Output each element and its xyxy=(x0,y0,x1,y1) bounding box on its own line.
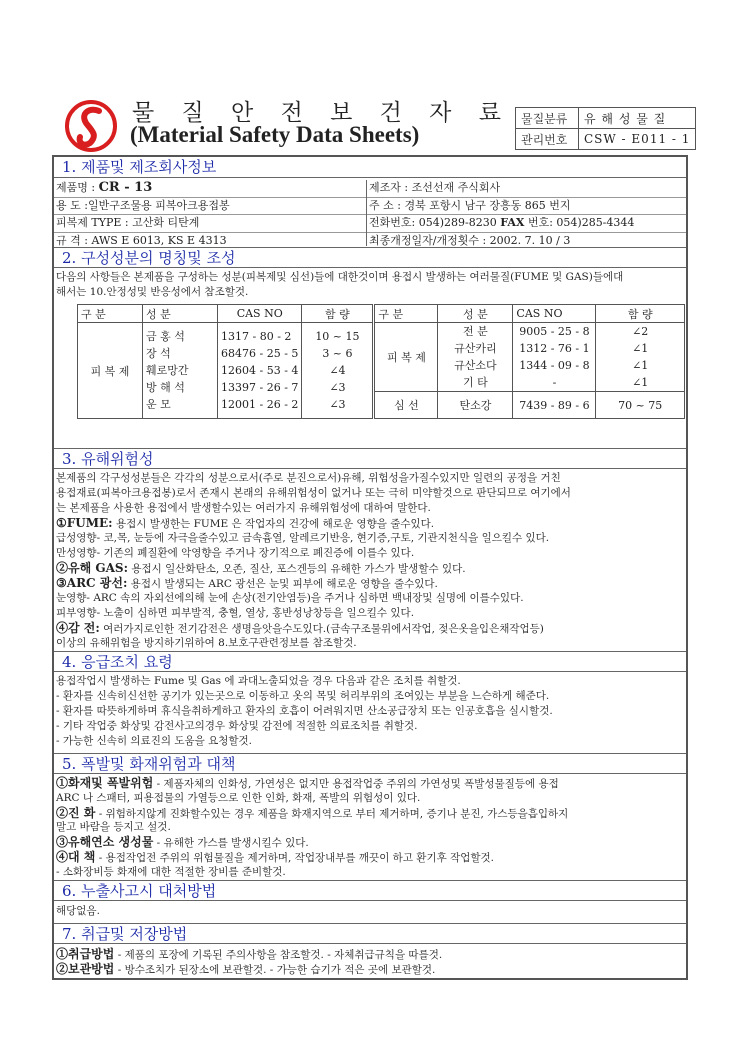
product-name: CR - 13 xyxy=(98,180,153,195)
col-header: 함 량 xyxy=(302,305,374,323)
item-text: 급성영향- 코,목, 눈등에 자극을줄수있고 금속흄열, 알레르기반응, 현기증,구토, 기관지천식을 일으킬수 있다. xyxy=(56,532,550,544)
cas-number: 1344 - 09 - 8 xyxy=(519,359,590,372)
item-text: - 유해한 가스를 발생시킬수 있다. xyxy=(153,837,309,850)
section-5-heading xyxy=(54,753,686,774)
item-text: 용접재료(피복아크용접봉)로서 존재시 본래의 유해위험성이 없거나 또는 극히 미약할것으로 판단되므로 여기에서 xyxy=(56,487,571,499)
text-line: 다음의 사항들은 본제품을 구성하는 성분(피복제및 심선)들에 대한것이며 용접시 발생하는 여러물질(FUME 및 GAS)들에대 xyxy=(56,271,624,283)
col-header: 함 량 xyxy=(596,305,685,323)
cas-number: 68476 - 25 - 5 xyxy=(221,347,299,360)
component-name: 규산소다 xyxy=(454,359,497,372)
composition-table xyxy=(77,304,685,419)
group-label: 피 복 제 xyxy=(78,323,143,419)
item-text: 여러가지로인한 전기감전은 생명을앗을수도있다.(금속구조물위에서작업, 젖은옷을입은채작업등) xyxy=(99,623,544,635)
text-line: - 가능한 신속히 의료진의 도움을 요청할것. xyxy=(56,735,253,747)
component-name: 규산카리 xyxy=(454,342,497,355)
col-header: CAS NO xyxy=(218,305,302,323)
amount: ∠4 xyxy=(329,364,346,377)
text-line xyxy=(56,791,420,806)
item-text: ARC 나 스패터, 피용접물의 가열등으로 인한 인화, 화재, 폭발의 위험성이 있다. xyxy=(56,791,421,804)
amount: ∠1 xyxy=(632,359,649,372)
info-value: 경북 포항시 남구 장흥동 865 번지 xyxy=(404,198,571,212)
info-key: 최종개정일자/개정횟수 : xyxy=(369,233,490,247)
text-line xyxy=(56,636,357,651)
meta-row xyxy=(516,129,696,150)
text-line: - 환자를 신속히신선한 공기가 있는곳으로 이동하고 옷의 목및 허리부위의 조여있는 부분을 느슨하게 해준다. xyxy=(56,690,550,702)
cas-number: 13397 - 26 - 7 xyxy=(221,381,299,394)
info-key: 규 격 : xyxy=(56,233,92,247)
meta-value: 유 해 성 물 질 xyxy=(579,108,696,129)
cas-number: - xyxy=(552,376,557,389)
component-names xyxy=(438,323,513,392)
cas-number: 9005 - 25 - 8 xyxy=(519,325,590,338)
text-line: 해서는 10.안정성및 반응성에서 참조할것. xyxy=(56,286,249,298)
company-logo xyxy=(64,99,118,153)
info-key: 용 도 : xyxy=(56,198,88,212)
text-line xyxy=(56,962,435,978)
table-row xyxy=(78,323,685,392)
item-label: ④대 책 xyxy=(56,850,96,864)
text-line xyxy=(56,835,309,851)
item-text: - 용접작업전 주위의 위험물질을 제거하며, 작업장내부를 깨끗이 하고 환기후 작업할것. xyxy=(95,852,494,864)
info-key: 피복제 TYPE : xyxy=(56,216,133,229)
text-line xyxy=(56,576,438,592)
section-title: 7. 취급및 저장방법 xyxy=(62,925,188,943)
meta-value: CSW - E011 - 1 xyxy=(579,129,696,150)
text-line xyxy=(56,947,442,963)
group-label: 심 선 xyxy=(374,392,438,419)
item-text: 만성영향- 기존의 폐질환에 악영향을 주거나 장기적으로 폐진증에 이를수 있다. xyxy=(56,547,415,559)
text-line xyxy=(56,850,494,866)
info-key: 주 소 : xyxy=(369,198,405,212)
item-text: 피부영향- 노출이 심하면 피부발적, 충혈, 열상, 홍반성낭창등을 일으킬수 있다. xyxy=(56,607,415,619)
text-line xyxy=(56,546,414,561)
col-header: 성 분 xyxy=(438,305,513,323)
component-name: 전 분 xyxy=(463,325,488,338)
phone: 054)289-8230 xyxy=(418,216,501,229)
item-text: 말고 바람을 등지고 설것. xyxy=(56,821,171,834)
amount: 3 ~ 6 xyxy=(322,347,353,360)
table-header-row xyxy=(78,305,685,323)
info-row xyxy=(367,180,686,198)
item-label: ③ARC 광선: xyxy=(56,576,128,590)
title-korean: 물 질 안 전 보 건 자 료 xyxy=(132,100,511,126)
title-english: (Material Safety Data Sheets) xyxy=(130,122,420,147)
meta-table xyxy=(515,107,696,150)
text-line xyxy=(56,486,571,501)
meta-label: 물질분류 xyxy=(516,108,579,129)
component-name: 탄소강 xyxy=(438,392,513,419)
amounts xyxy=(596,323,685,392)
info-row xyxy=(54,180,366,198)
text-line xyxy=(56,865,286,880)
cas-number: 1317 - 80 - 2 xyxy=(221,330,292,343)
text-line xyxy=(56,820,171,835)
item-text: - 소화장비등 화재에 대한 적절한 장비를 준비할것. xyxy=(56,865,286,878)
item-label: ①취급방법 xyxy=(56,947,115,961)
text-line: 해당없음. xyxy=(56,905,100,917)
section-7-heading xyxy=(54,923,686,944)
section-3-heading xyxy=(54,448,686,469)
text-line xyxy=(56,591,524,606)
component-name: 방 해 석 xyxy=(146,381,185,394)
item-label: ④감 전: xyxy=(56,621,100,635)
meta-row xyxy=(516,108,696,129)
amounts xyxy=(302,323,374,419)
col-header: CAS NO xyxy=(513,305,596,323)
component-name: 기 타 xyxy=(463,376,488,389)
item-text: 용접시 발생한는 FUME 은 작업자의 건강에 해로운 영향을 줄수있다. xyxy=(112,518,435,530)
section-title: 6. 누출사고시 대처방법 xyxy=(62,882,217,900)
text-line xyxy=(56,776,559,792)
amount: ∠1 xyxy=(632,376,649,389)
info-key: 제품명 : xyxy=(56,181,99,194)
component-names xyxy=(143,323,218,419)
amount: 70 ~ 75 xyxy=(596,392,685,419)
text-line: - 환자를 따뜻하게하며 휴식을취하게하고 환자의 호흡이 어려워지면 산소공급장치 또는 인공호흡을 실시할것. xyxy=(56,705,553,717)
text-line xyxy=(56,516,434,532)
info-value: 일반구조물용 피복아크용접봉 xyxy=(87,198,230,212)
cas-numbers xyxy=(218,323,302,419)
info-value: 고산화 티탄계 xyxy=(132,216,200,229)
item-text: 눈영향- ARC 속의 자외선에의해 눈에 손상(전기안염등)을 주거나 심하면 백내장및 실명에 이를수있다. xyxy=(56,592,524,604)
meta-label: 관리번호 xyxy=(516,129,579,150)
section-6-heading xyxy=(54,880,686,901)
component-name: 장 석 xyxy=(146,347,171,360)
item-text: 본제품의 각구성성분들은 각각의 성분으로서(주로 분진으로서)유해, 위험성을가질수있지만 일련의 공정을 거친 xyxy=(56,472,561,484)
info-value: 2002. 7. 10 / 3 xyxy=(489,233,571,247)
info-row xyxy=(367,215,686,233)
product-info-right xyxy=(367,180,686,246)
product-info-left xyxy=(54,180,367,246)
item-text: 이상의 유해위험을 방지하기위하여 8.보호구관련정보를 참조할것. xyxy=(56,637,357,649)
cas-number: 12604 - 53 - 4 xyxy=(221,364,299,377)
text-line: 용접작업시 발생하는 Fume 및 Gas 에 과대노출되었을 경우 다음과 같은 조치를 취할것. xyxy=(56,675,461,687)
fax-number: 번호: 054)285-4344 xyxy=(524,216,635,229)
section-4-heading xyxy=(54,651,686,672)
msds-body xyxy=(52,155,688,980)
product-info xyxy=(54,180,686,246)
amount: ∠3 xyxy=(329,381,346,394)
item-text: - 위험하지않게 진화할수있는 경우 제품을 화재지역으로 부터 제거하며, 증기나 분진, 가스등을흡입하지 xyxy=(95,807,569,820)
amount: ∠3 xyxy=(329,398,346,411)
item-label: ②보관방법 xyxy=(56,962,115,976)
text-line xyxy=(56,561,466,577)
group-label: 피 복 제 xyxy=(374,323,438,392)
cas-numbers xyxy=(513,323,596,392)
info-value: 조선선재 주식회사 xyxy=(411,181,501,194)
info-row xyxy=(367,198,686,216)
cas-number: 1312 - 76 - 1 xyxy=(519,342,590,355)
item-label: ①화재및 폭발위험 xyxy=(56,776,154,790)
item-text: - 제품의 포장에 기록된 주의사항을 참조할것. - 자체취급규칙을 따를것. xyxy=(114,949,443,961)
col-header: 구 분 xyxy=(374,305,438,323)
info-key: 제조자 : xyxy=(369,181,412,194)
col-header: 성 분 xyxy=(143,305,218,323)
fax-label: FAX xyxy=(500,216,525,229)
text-line xyxy=(56,501,431,516)
component-name: 운 모 xyxy=(146,398,171,411)
amount: ∠1 xyxy=(632,342,649,355)
item-text: - 제품자체의 인화성, 가연성은 없지만 용접작업중 주위의 가연성및 폭발성물질등에 용접 xyxy=(153,778,559,790)
cas-number: 7439 - 89 - 6 xyxy=(513,392,596,419)
info-value: AWS E 6013, KS E 4313 xyxy=(91,233,227,247)
item-label: ②진 화 xyxy=(56,805,96,820)
amount: ∠2 xyxy=(632,325,649,338)
section-title: 4. 응급조치 요령 xyxy=(62,653,173,671)
section-title: 2. 구성성분의 명칭및 조성 xyxy=(62,249,236,267)
section-2-heading xyxy=(54,247,686,268)
text-line xyxy=(56,606,414,621)
item-label: ③유해연소 생성물 xyxy=(56,835,154,850)
item-text: - 방수조치가 된장소에 보관할것. - 가능한 습기가 적은 곳에 보관할것. xyxy=(114,964,436,976)
component-name: 훼로망간 xyxy=(146,364,189,377)
section-title: 5. 폭발및 화재위험과 대책 xyxy=(62,755,236,773)
text-line xyxy=(56,621,544,637)
text-line: - 기타 작업중 화상및 감전사고의경우 화상및 감전에 적절한 의료조치를 취할것. xyxy=(56,720,418,732)
section-title: 1. 제품및 제조회사정보 xyxy=(62,158,217,176)
item-label: ②유해 GAS: xyxy=(56,561,129,575)
text-line xyxy=(56,806,568,822)
text-line xyxy=(56,531,549,546)
amount: 10 ~ 15 xyxy=(315,330,360,343)
item-text: 용접시 일산화탄소, 오존, 질산, 포스겐등의 유해한 가스가 발생할수 있다. xyxy=(128,563,466,575)
item-text: 용접시 발생되는 ARC 광선은 눈및 피부에 해로운 영향을 줄수있다. xyxy=(127,578,438,590)
section-title: 3. 유해위험성 xyxy=(62,450,154,468)
item-label: ①FUME: xyxy=(56,516,113,530)
info-row xyxy=(54,198,366,216)
section-1-heading xyxy=(54,157,686,178)
item-text: 는 본제품을 사용한 용접에서 발생할수있는 여러가지 유해위험성에 대하여 말한다. xyxy=(56,502,431,514)
col-header: 구 분 xyxy=(78,305,143,323)
info-row xyxy=(54,215,366,233)
component-name: 금 홍 석 xyxy=(146,330,185,343)
info-key: 전화번호: xyxy=(369,216,419,229)
cas-number: 12001 - 26 - 2 xyxy=(221,398,299,411)
text-line xyxy=(56,471,561,486)
